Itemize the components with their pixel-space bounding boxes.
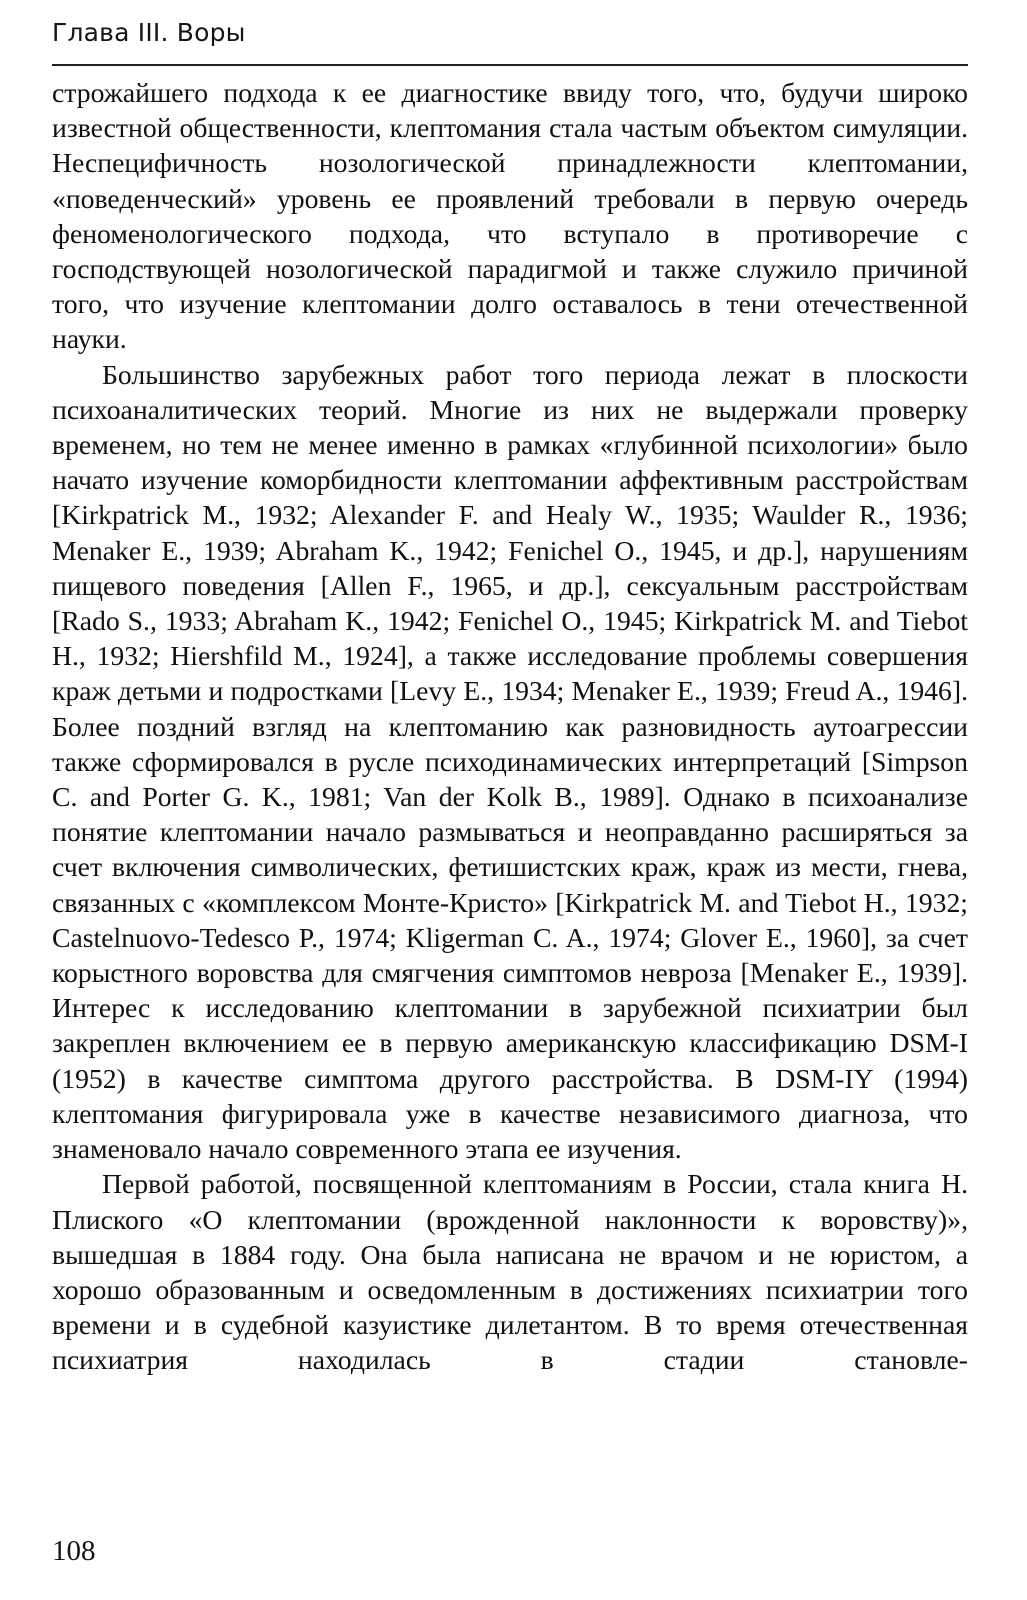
- header-rule: [52, 64, 968, 66]
- page-number: 108: [52, 1535, 96, 1567]
- paragraph-1: строжайшего подхода к ее диагностике ввиду того, что, будучи широко известной общественности, клептомания стала частым объектом симуляции. Неспецифичность нозологической принадлежности клептомании, «поведенческий» уровень ее проявлений требовали в первую очередь феноменологического подхода, что вступало в противоречие с господствующей нозологической парадигмой и также служило причиной того, что изучение клептомании долго оставалось в тени отечественной науки.: [52, 77, 968, 355]
- running-head: Глава III. Воры: [52, 18, 246, 47]
- body-text: [52, 75, 968, 1378]
- paragraph-2: Большинство зарубежных работ того периода лежат в плоскости психоаналитических теорий. Многие из них не выдержали проверку временем, но тем не менее именно в рамках «глубинной психологии» было начато изучение коморбидности клептомании аффективным расстройствам [Kirkpatrick M., 1932; Alexander F. and Healy W., 1935; Waulder R., 1936; Menaker E., 1939; Abraham K., 1942; Fenichel O., 1945, и др.], нарушениям пищевого поведения [Allen F., 1965, и др.], сексуальным расстройствам [Rado S., 1933; Abraham K., 1942; Fenichel O., 1945; Kirkpatrick M. and Tiebot H., 1932; Hiershfild M., 1924], а также исследование проблемы совершения краж детьми и подростками [Levy E., 1934; Menaker E., 1939; Freud A., 1946]. Более поздний взгляд на клептоманию как разновидность аутоагрессии также сформировался в русле психодинамических интерпретаций [Simpson C. and Porter G. K., 1981; Van der Kolk B., 1989]. Однако в психоанализе понятие клептомании начало размываться и неоправданно расширяться за счет включения символических, фетишистских краж, краж из мести, гнева, связанных с «комплексом Монте-Кристо» [Kirkpatrick M. and Tiebot H., 1932; Castelnuovo-Tedesco P., 1974; Kligerman C. A., 1974; Glover E., 1960], за счет корыстного воровства для смягчения симптомов невроза [Menaker E., 1939]. Интерес к исследованию клептомании в зарубежной психиатрии был закреплен включением ее в первую американскую классификацию DSM-I (1952) в качестве симптома другого расстройства. В DSM-IY (1994) клептомания фигурировала уже в качестве независимого диагноза, что знаменовало начало современного этапа ее изучения.: [52, 358, 968, 1165]
- paragraph-3: Первой работой, посвященной клептоманиям в России, стала книга Н. Плиского «О клептомании (врожденной наклонности к воровству)», вышедшая в 1884 году. Она была написана не врачом и не юристом, а хорошо образованным и осведомленным в достижениях психиатрии того времени и в судебной казуистике дилетантом. В то время отечественная психиатрия находилась в стадии становле-: [52, 1168, 968, 1376]
